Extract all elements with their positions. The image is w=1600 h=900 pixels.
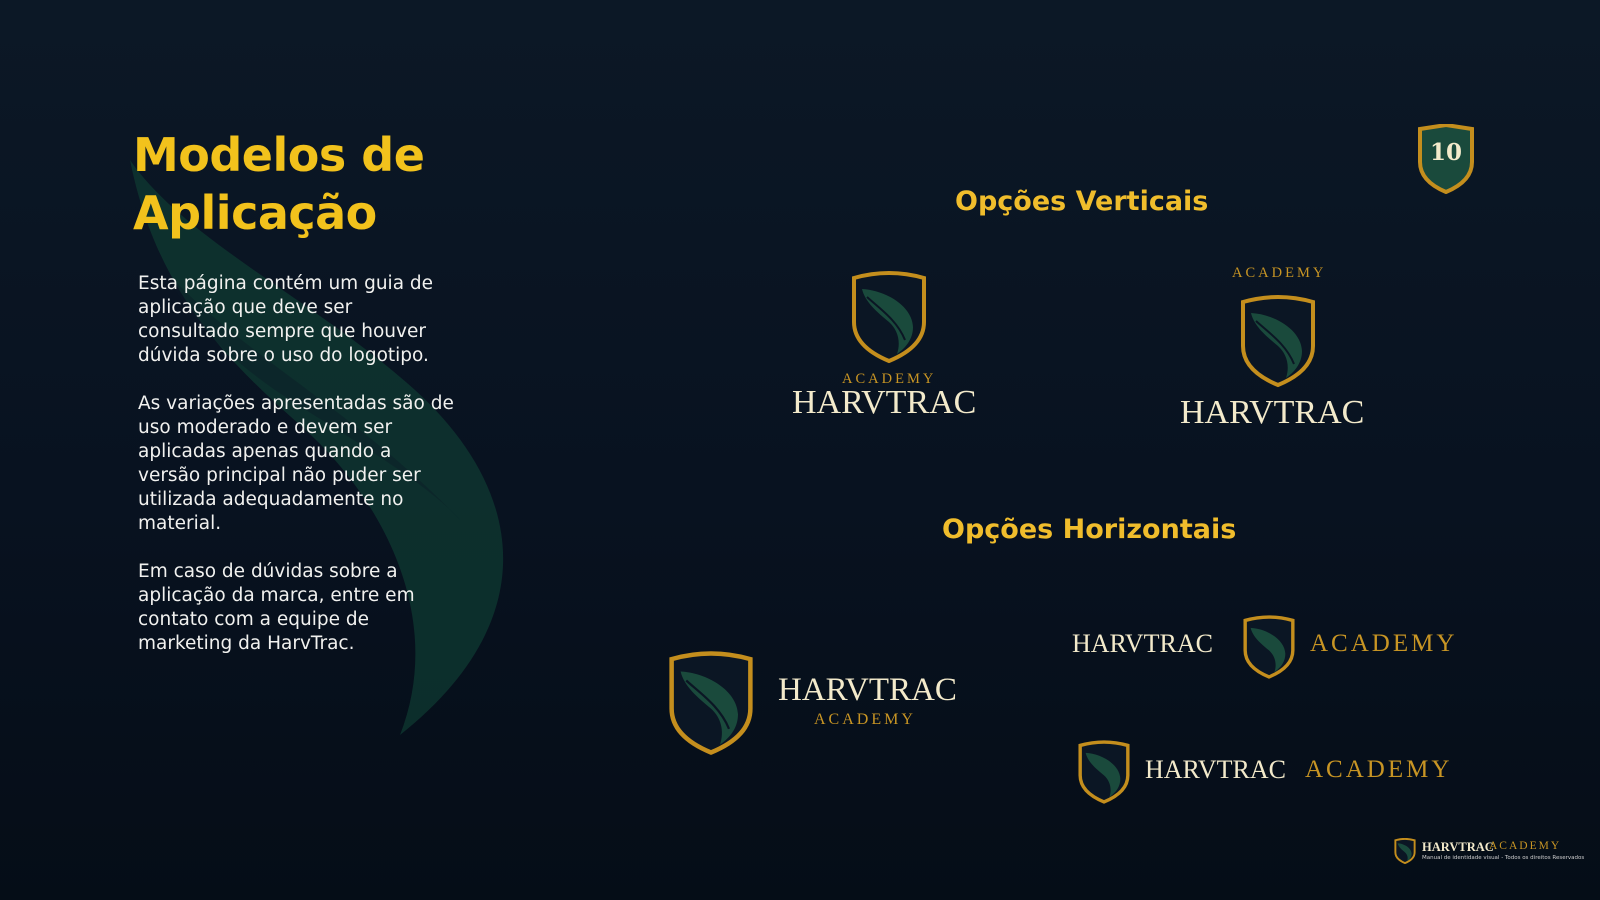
footer-subtitle: Manual de identidade visual - Todos os direitos Reservados [1422,855,1585,861]
shield-leaf-icon [849,270,929,364]
section-heading-horizontal: Opções Horizontais [942,514,1237,545]
logo-horizontal-centered-shield [1072,612,1472,682]
logo-academy-text: ACADEMY [1310,630,1458,657]
logo-brand-text: HARVTRAC [792,384,977,421]
description-paragraph-1: Esta página contém um guia de aplicação que deve ser consultado sempre que houver dúvida sobre o uso do logotipo. [138,273,434,366]
page-title-line1: Modelos de [133,128,425,182]
logo-horizontal-stacked [666,650,986,760]
logo-horizontal-left-shield [1076,738,1476,808]
page-title-line2: Aplicação [133,186,377,240]
description [138,272,458,680]
logo-brand-text: HARVTRAC [1072,629,1213,658]
page-number: 10 [1429,139,1462,166]
logo-vertical-2 [1180,265,1380,435]
logo-academy-text: ACADEMY [814,711,916,728]
shield-leaf-icon [1241,615,1297,679]
page-title [133,126,424,242]
logo-academy-text: ACADEMY [1232,265,1327,281]
logo-vertical-1 [790,270,990,430]
logo-brand-text: HARVTRAC [1145,755,1286,784]
footer-brand-text: HARVTRAC [1422,840,1494,854]
description-paragraph-3: Em caso de dúvidas sobre a aplicação da marca, entre em contato com a equipe de marketing da HarvTrac. [138,561,415,654]
shield-leaf-icon [1076,740,1132,804]
logo-brand-text: HARVTRAC [1180,394,1365,431]
section-heading-vertical: Opções Verticais [955,186,1209,217]
shield-leaf-icon [1238,294,1318,388]
footer-academy-text: ACADEMY [1489,840,1562,852]
shield-leaf-icon [666,650,756,756]
footer-shield-icon [1394,838,1416,864]
logo-brand-text: HARVTRAC [778,672,957,708]
logo-academy-text: ACADEMY [1305,756,1453,783]
page-number-badge [1416,124,1476,194]
description-paragraph-2: As variações apresentadas são de uso moderado e devem ser aplicadas apenas quando a versão principal não puder ser utilizada adequadamente no material. [138,393,454,534]
logo-academy-text: ACADEMY [842,371,937,387]
